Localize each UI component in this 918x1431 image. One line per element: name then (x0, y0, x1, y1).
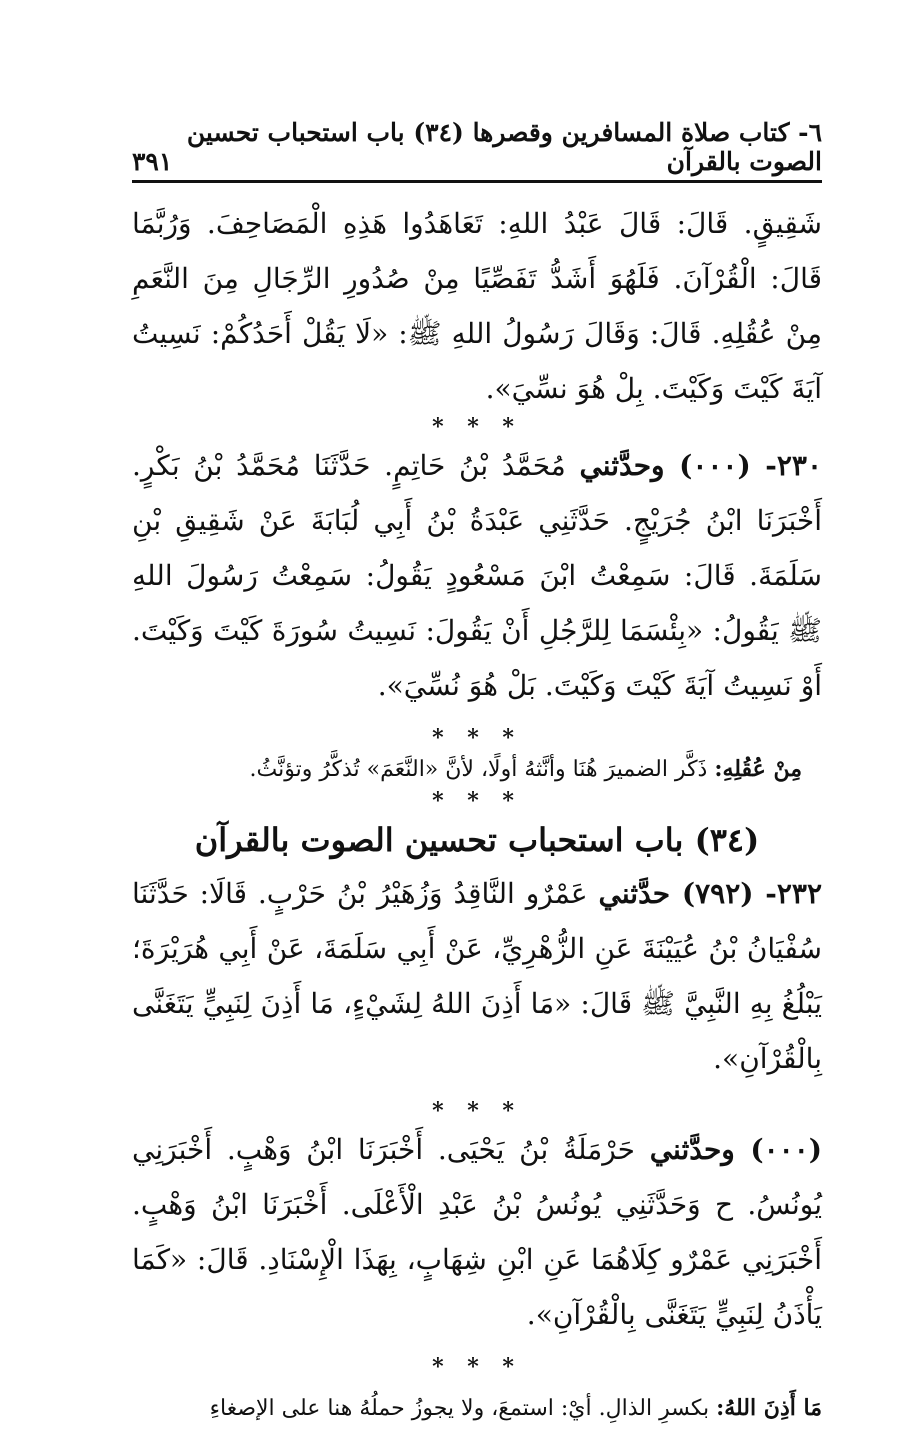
hadith-text: مُحَمَّدُ بْنُ حَاتِمٍ. حَدَّثَنَا مُحَمَّدُ بْنُ بَكْرٍ. أَخْبَرَنَا ابْنُ جُرَيْجٍ. حَدَّثَنِي عَبْدَةُ بْنُ أَبِي لُبَابَةَ عَنْ شَقِيقِ بْنِ سَلَمَةَ. قَالَ: سَمِعْتُ ابْنَ مَسْعُودٍ يَقُولُ: سَمِعْتُ رَسُولَ اللهِ ﷺ يَقُولُ: «بِئْسَمَا لِلرَّجُلِ أَنْ يَقُولَ: نَسِيتُ سُورَةَ كَيْتَ وَكَيْتَ. أَوْ نَسِيتُ آيَةَ كَيْتَ وَكَيْتَ. بَلْ هُوَ نُسِّيَ». (132, 449, 822, 702)
hadith-232-variant (132, 1122, 822, 1342)
hadith-232 (132, 866, 822, 1086)
footnote-aqulihi (132, 749, 822, 790)
hadith-text: عَمْرٌو النَّاقِدُ وَزُهَيْرُ بْنُ حَرْبٍ. قَالَا: حَدَّثَنَا سُفْيَانُ بْنُ عُيَيْنَةَ عَنِ الزُّهْرِيِّ، عَنْ أَبِي سَلَمَةَ، عَنْ أَبِي هُرَيْرَةَ؛ يَبْلُغُ بِهِ النَّبِيَّ ﷺ قَالَ: «مَا أَذِنَ اللهُ لِشَيْءٍ، مَا أَذِنَ لِنَبِيٍّ يَتَغَنَّى بِالْقُرْآنِ». (132, 877, 822, 1075)
page-body (132, 196, 822, 1431)
hadith-number: ٢٣٠- (٠٠٠) وحدَّثني (579, 449, 822, 482)
hadith-230 (132, 438, 822, 713)
footnote-term: مِنْ عُقُلِهِ: (714, 756, 802, 782)
hadith-text: حَرْمَلَةُ بْنُ يَحْيَى. أَخْبَرَنَا ابْنُ وَهْبٍ. أَخْبَرَنِي يُونُسُ. ح وَحَدَّثَنِي يُونُسُ بْنُ عَبْدِ الْأَعْلَى. أَخْبَرَنَا ابْنُ وَهْبٍ. أَخْبَرَنِي عَمْرٌو كِلَاهُمَا عَنِ ابْنِ شِهَابٍ، بِهَذَا الْإِسْنَادِ. قَالَ: «كَمَا يَأْذَنُ لِنَبِيٍّ يَتَغَنَّى بِالْقُرْآنِ». (132, 1133, 822, 1331)
footnote-term: مَا أَذِنَ اللهُ: (716, 1395, 822, 1421)
page-number: ٣٩١ (132, 147, 173, 176)
section-separator: * * * (432, 1098, 522, 1124)
footnote-text: ذَكَّر الضميرَ هُنَا وأنَّثهُ أولًا، لأنَّ «النَّعَمَ» تُذكَّرُ وتؤنَّثُ. (249, 757, 715, 782)
chapter-title: (٣٤) باب استحباب تحسين الصوت بالقرآن (194, 821, 760, 859)
running-title: ٦- كتاب صلاة المسافرين وقصرها (٣٤) باب استحباب تحسين الصوت بالقرآن (186, 118, 822, 176)
section-separator: * * * (432, 788, 522, 814)
hadith-number: ٢٣٢- (٧٩٢) حدَّثني (598, 877, 822, 910)
header-rule (132, 180, 822, 183)
section-separator: * * * (432, 725, 522, 751)
running-header (132, 118, 822, 176)
footnote-adhina (132, 1386, 822, 1431)
section-separator: * * * (432, 414, 522, 440)
hadith-number: (٠٠٠) وحدَّثني (649, 1133, 822, 1166)
hadith-text: شَقِيقٍ. قَالَ: قَالَ عَبْدُ اللهِ: تَعَاهَدُوا هَذِهِ الْمَصَاحِفَ. وَرُبَّمَا قَالَ: الْقُرْآنَ. فَلَهُوَ أَشَدُّ تَفَصِّيًا مِنْ صُدُورِ الرِّجَالِ مِنَ النَّعَمِ مِنْ عُقُلِهِ. قَالَ: وَقَالَ رَسُولُ اللهِ ﷺ: «لَا يَقُلْ أَحَدُكُمْ: نَسِيتُ آيَةَ كَيْتَ وَكَيْتَ. بِلْ هُوَ نسِّيَ». (132, 207, 822, 405)
section-separator: * * * (432, 1354, 522, 1380)
footnote-text: بكسرِ الذالِ. أيْ: استمعَ، ولا يجوزُ حملُهُ هنا على الإصغاءِ (209, 1396, 717, 1421)
hadith-continuation (132, 196, 822, 416)
